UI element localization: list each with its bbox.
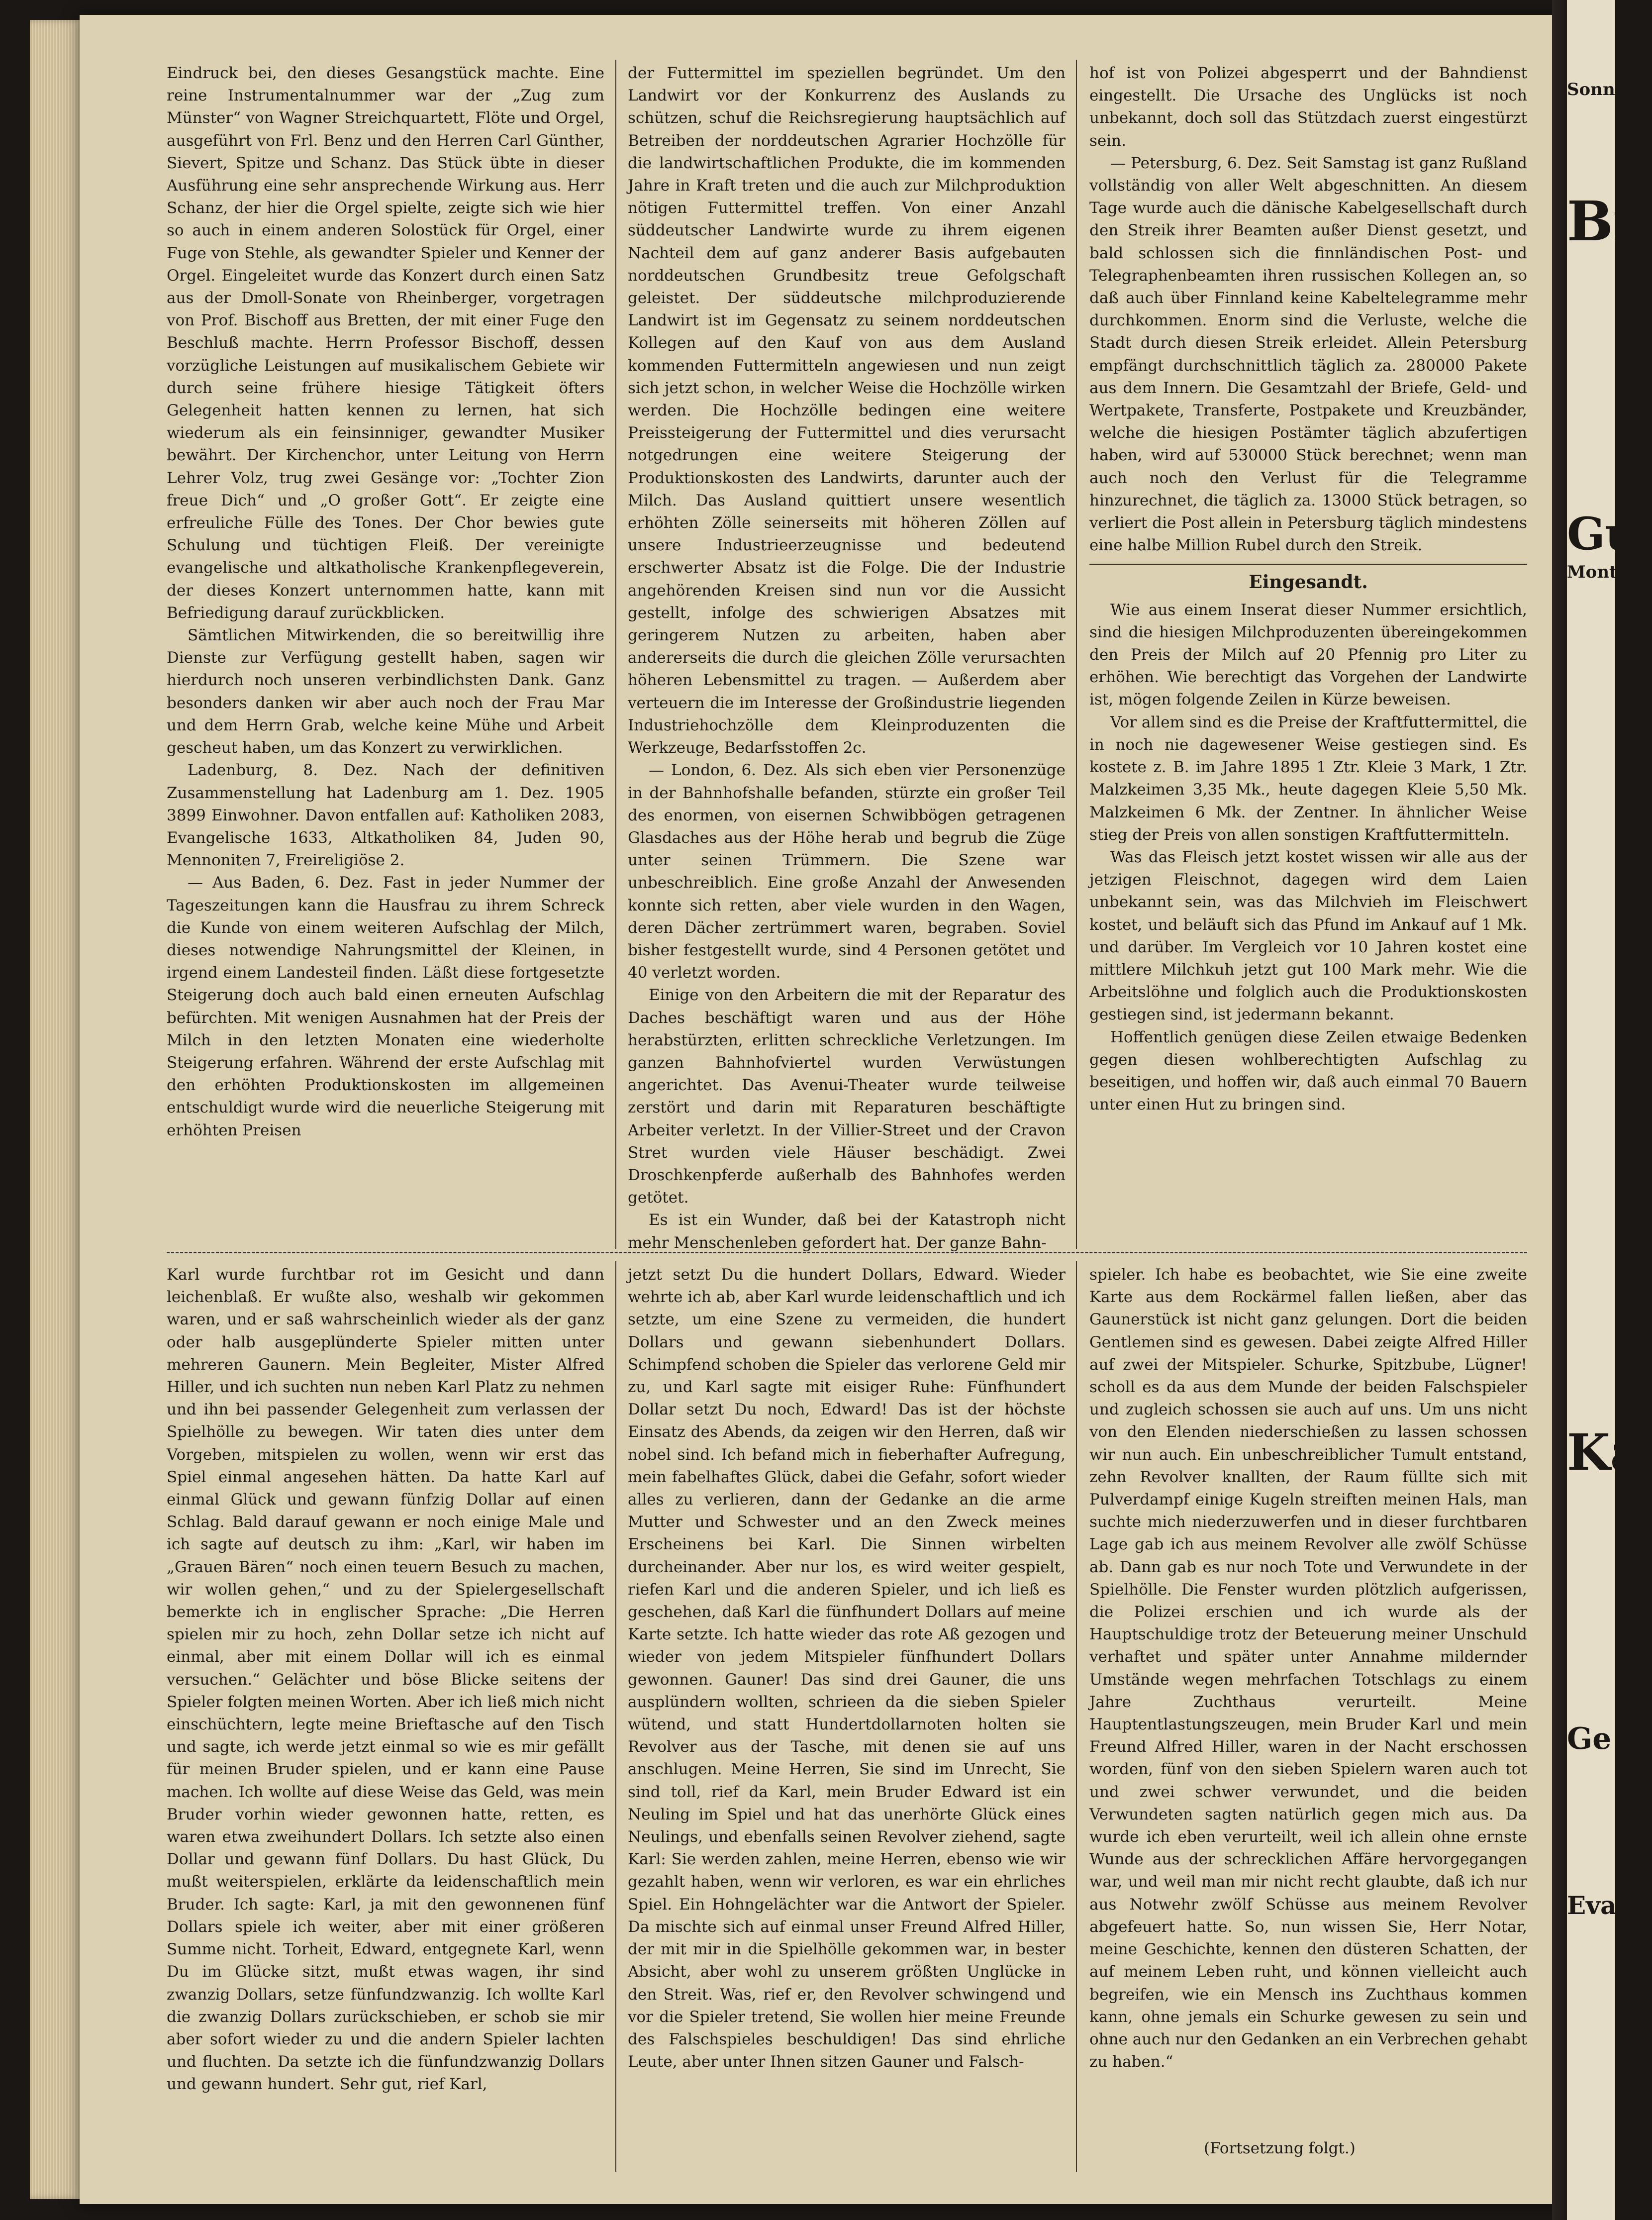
story-part-2: jetzt setzt Du die hundert Dollars, Edward. Wieder wehrte ich ab, aber Karl wurde leidenschaftlich und ich setzte, um eine Szene zu vermeiden, die hundert Dollars und gewann siebenhundert Dollars. Schimpfend schoben die Spieler das verlorene Geld mir zu, und Karl sagte mit eisiger Ruhe: Fünfhundert Dollar setzt Du noch, Edward! Das ist der höchste Einsatz des Abends, da zeigen wir den Herren, daß wir nobel sind. Ich befand mich in fieberhafter Aufregung, mein fabelhaftes Glück, dabei die Gefahr, sofort wieder alles zu verlieren, dann der Gedanke an die arme Mutter und Schwester und an den Zweck meines Erscheinens bei Karl. Die Sinnen wirbelten durcheinander. Aber nur los, es wird weiter gespielt, riefen Karl und die anderen Spieler, und ich ließ es geschehen, daß Karl die fünfhundert Dollars auf meine Karte setzte. Ich hatte wieder das rote Aß gezogen und wieder von jedem Mitspieler fünfhundert Dollars gewonnen. Gauner! Das sind drei Gauner, die uns ausplündern wollten, schrieen da die sieben Spieler wütend, und statt Hundertdollarnoten holten sie Revolver aus der Tasche, mit denen sie auf uns anschlugen. Meine Herren, Sie sind im Unrecht, Sie sind toll, rief da Karl, mein Bruder Edward ist ein Neuling im Spiel und hat das unerhörte Glück eines Neulings, und ebenfalls seinen Revolver ziehend, sagte Karl: Sie werden zahlen, meine Herren, ebenso wie wir gezahlt haben, wenn wir verloren, es war ein ehrliches Spiel. Ein Hohngelächter war die Antwort der Spieler. Da mischte sich auf einmal unser Freund Alfred Hiller, der mit mir in die Spielhölle gekommen war, in bester Absicht, aber wohl zu unserem größten Unglücke in den Streit. Was, rief er, den Revolver schwingend und vor die Spieler tretend, Sie wollen hier meine Freunde des Falschspieles beschuldigen! Das sind ehrliche Leute, aber unter Ihnen sitzen Gauner und Falsch- — [628, 1266, 1066, 2071]
upper-column-2 — [628, 62, 1066, 1254]
column-rule — [1076, 1261, 1077, 2172]
petersburg-report: — Petersburg, 6. Dez. Seit Samstag ist ganz Rußland vollständig von aller Welt abgeschnitten. An diesem Tage wurde auch die dänische Kabelgesellschaft durch den Streik ihrer Beamten außer Dienst gesetzt, und bald schlossen sich die finnländischen Post- und Telegraphenbeamten ihren russischen Kollegen an, so daß auch über Finnland keine Kabeltelegramme mehr durchkommen. Enorm sind die Verluste, welche die Stadt durch diesen Streik erleidet. Allein Petersburg empfängt durchschnittlich täglich za. 280000 Pakete aus dem Innern. Die Gesamtzahl der Briefe, Geld- und Wertpakete, Transferte, Postpakete und Kreuzbänder, welche die hiesigen Postämter täglich abzufertigen haben, wird auf 530000 Stück berechnet; wenn man auch noch den Verlust für die Telegramme hinzurechnet, die täglich za. 13000 Stück betragen, so verliert die Post allein in Petersburg täglich mindestens eine halbe Million Rubel durch den Streik. — [1089, 154, 1527, 555]
lower-column-1 — [167, 1264, 604, 2096]
fodder-paragraph: der Futtermittel im speziellen begründet. Um den Landwirt vor der Konkurrenz des Auslands zu schützen, schuf die Reichsregierung hauptsächlich auf Betreiben der norddeutschen Agrarier Hochzölle für die landwirtschaftlichen Produkte, die im kommenden Jahre in Kraft treten und die auch zur Milchproduktion nötigen Futtermittel treffen. Von einer Anzahl süddeutscher Landwirte wurde zu ihrem eigenen Nachteil dem auf ganz anderer Basis aufgebauten norddeutschen Grundbesitz treue Gefolgschaft geleistet. Der süddeutsche milchproduzierende Landwirt ist im Gegensatz zu seinem norddeutschen Kollegen auf den Kauf von aus dem Ausland kommenden Futtermitteln angewiesen und nun zeigt sich jetzt schon, in welcher Weise die Hochzölle wirken werden. Die Hochzölle bedingen eine weitere Preissteigerung der Futtermittel und dies verursacht notgedrungen eine weitere Steigerung der Produktionskosten des Landwirts, darunter auch der Milch. Das Ausland quittiert unsere wesentlich erhöhten Zölle seinerseits mit höheren Zöllen auf unsere Industrieerzeugnisse und bedeutend erschwerter Absatz ist die Folge. Die der Industrie angehörenden Kreisen sind nun vor die Aussicht gestellt, infolge des schwierigen Absatzes mit geringerem Nutzen zu arbeiten, haben aber andererseits die durch die gleichen Zölle verursachten höheren Lebensmittel zu tragen. — Außerdem aber verteuern die im Interesse der Großindustrie liegenden Industriehochzölle dem Kleinproduzenten die Werkzeuge, Bedarfsstoffen 2c. — [628, 64, 1066, 757]
eingesandt-intro: Wie aus einem Inserat dieser Nummer ersichtlich, sind die hiesigen Milchproduzenten übereingekommen den Preis der Milch auf 20 Pfennig pro Liter zu erhöhen. Wie berechtigt das Vorgehen der Landwirte ist, mögen folgende Zeilen in Kürze beweisen. — [1089, 601, 1527, 709]
column-rule — [615, 60, 616, 1249]
london-report: — London, 6. Dez. Als sich eben vier Personenzüge in der Bahnhofshalle befanden, stürzte ein großer Teil des enormen, von eisernen Schwibbögen getragenen Glasdaches aus der Höhe herab und begrub die Züge unter seinen Trümmern. Die Szene war unbeschreiblich. Eine große Anzahl der Anwesenden konnte sich retten, aber viele wurden in den Wagen, deren Dächer zertrümmert waren, begraben. Soviel bisher festgestellt wurde, sind 4 Personen getötet und 40 verletzt worden. — [628, 761, 1066, 982]
column-rule — [615, 1261, 616, 2172]
thanks-paragraph: Sämtlichen Mitwirkenden, die so bereitwillig ihre Dienste zur Verfügung gestellt haben, sagen wir hierdurch noch unseren verbindlichsten Dank. Ganz besonders danken wir aber auch noch der Frau Mar und dem Herrn Grab, welche keine Mühe und Arbeit gescheut haben, um das Konzert zu verwirklichen. — [167, 626, 604, 757]
adjacent-fragment: Evang — [1567, 1891, 1652, 1920]
story-part-1: Karl wurde furchtbar rot im Gesicht und dann leichenblaß. Er wußte also, weshalb wir gekommen waren, und er saß wahrscheinlich wieder als der ganz oder halb ausgeplünderte Spieler mitten unter mehreren Gaunern. Mein Begleiter, Mister Alfred Hiller, und ich suchten nun neben Karl Platz zu nehmen und ihn bei passender Gelegenheit zum verlassen der Spielhölle zu bewegen. Wir taten dies unter dem Vorgeben, mitspielen zu wollen, wenn wir erst das Spiel einmal angesehen hätten. Da hatte Karl auf einmal Glück und gewann fünfzig Dollar auf einen Schlag. Bald darauf gewann er noch einige Male und ich sagte auf deutsch zu ihm: „Karl, wir haben im „Grauen Bären“ noch einen teuern Besuch zu machen, wir wollen gehen,“ und zu der Spielergesellschaft bemerkte ich in englischer Sprache: „Die Herren spielen mir zu hoch, zehn Dollar setze ich nicht auf einmal, aber mit einem Dollar will ich es einmal versuchen.“ Gelächter und böse Blicke seitens der Spieler folgten meinen Worten. Aber ich ließ mich nicht einschüchtern, legte meine Brieftasche auf den Tisch und sagte, ich werde jetzt einmal so wie es mir gefällt für meinen Bruder spielen, und er kann eine Pause machen. Ich wollte auf diese Weise das Geld, was mein Bruder vorhin wieder gewonnen hatte, retten, es waren etwa zweihundert Dollars. Ich setzte also einen Dollar und gewann fünf Dollars. Du hast Glück, Du mußt weiterspielen, erklärte da leidenschaftlich mein Bruder. Ich sagte: Karl, ja mit den gewonnenen fünf Dollars spiele ich weiter, aber mit einer größeren Summe nicht. Torheit, Edward, entgegnete Karl, wenn Du im Glücke sitzt, mußt etwas wagen, ihr sind zwanzig Dollars, setze fünfundzwanzig. Ich wollte Karl die zwanzig Dollars zurückschieben, er schob sie mir aber sofort wieder zu und die andern Spieler lachten und fluchten. Da setzte ich die fünfundzwanzig Dollars und gewann hundert. Sehr gut, rief Karl, — [167, 1266, 604, 2094]
upper-column-1 — [167, 62, 604, 1142]
book-edge — [30, 20, 85, 2199]
adjacent-fragment: Br — [1567, 189, 1642, 253]
section-rule — [1089, 564, 1527, 565]
adjacent-fragment: Montag — [1567, 562, 1640, 582]
upper-column-3 — [1089, 62, 1527, 1116]
adjacent-fragment: Sonntag — [1567, 80, 1646, 100]
adjacent-fragment: Gu — [1567, 507, 1638, 560]
column-rule — [1076, 60, 1077, 1249]
london-miracle: Es ist ein Wunder, daß bei der Katastroph nicht mehr Menschenleben gefordert hat. Der ganze Bahn- — [628, 1211, 1066, 1252]
adjacent-fragment: Ge — [1567, 1721, 1612, 1756]
continuation-note: (Fortsetzung folgt.) — [1204, 2139, 1356, 2157]
ladenburg-report: Ladenburg, 8. Dez. Nach der definitiven Zusammenstellung hat Ladenburg am 1. Dez. 1905 3899 Einwohner. Davon entfallen auf: Katholiken 2083, Evangelische 1633, Altkatholiken 84, Juden 90, Mennoniten 7, Freireligiöse 2. — [167, 761, 604, 870]
london-workers: Einige von den Arbeitern die mit der Reparatur des Daches beschäftigt waren und aus der Höhe herabstürzten, erlitten schreckliche Verletzungen. Im ganzen Bahnhofviertel wurden Verwüstungen angerichtet. Das Avenui-Theater wurde teilweise zerstört und darin mit Reparaturen beschäftigte Arbeiter verletzt. In der Villier-Street und der Cravon Stret wurden viele Häuser beschädigt. Zwei Droschkenpferde außerhalb des Bahnhofes werden getötet. — [628, 986, 1066, 1207]
adjacent-page-edge — [1567, 0, 1652, 2220]
eingesandt-heading: Eingesandt. — [1249, 572, 1368, 593]
concert-report: Eindruck bei, den dieses Gesangstück machte. Eine reine Instrumentalnummer war der „Zug zum Münster“ von Wagner Streichquartett, Flöte und Orgel, ausgeführt von Frl. Benz und den Herren Carl Günther, Sievert, Spitze und Schanz. Das Stück übte in dieser Ausführung eine sehr ansprechende Wirkung aus. Herr Schanz, der hier die Orgel spielte, zeigte sich wie hier so auch in einem anderen Solostück für Orgel, einer Fuge von Stehle, als gewandter Spieler und Kenner der Orgel. Eingeleitet wurde das Konzert durch einen Satz aus der Dmoll-Sonate von Rheinberger, vorgetragen von Prof. Bischoff aus Bretten, der mit einer Fuge den Beschluß machte. Herrn Professor Bischoff, dessen vorzügliche Leistungen auf musikalischem Gebiete wir durch seine frühere hiesige Tätigkeit öfters Gelegenheit hatten kennen zu lernen, hat sich wiederum als ein feinsinniger, gewandter Musiker bewährt. Der Kirchenchor, unter Leitung von Herrn Lehrer Volz, trug zwei Gesänge vor: „Tochter Zion freue Dich“ und „O großer Gott“. Er zeigte eine erfreuliche Fülle des Tones. Der Chor bewies gute Schulung und tüchtigen Fleiß. Der vereinigte evangelische und altkatholische Krankenpflegeverein, der dieses Konzert unternommen hatte, kann mit Befriedigung darauf zurückblicken. — [167, 64, 604, 622]
lower-column-3 — [1089, 1264, 1527, 2073]
station-closed: hof ist von Polizei abgesperrt und der Bahndienst eingestellt. Die Ursache des Unglücks ist noch unbekannt, doch soll das Stützdach zuerst eingestürzt sein. — [1089, 64, 1527, 150]
story-part-3: spieler. Ich habe es beobachtet, wie Sie eine zweite Karte aus dem Rockärmel fallen ließen, aber das Gaunerstück ist nicht ganz gelungen. Dort die beiden Gentlemen sind es gewesen. Dabei zeigte Alfred Hiller auf zwei der Mitspieler. Schurke, Spitzbube, Lügner! scholl es da aus dem Munde der beiden Falschspieler und zugleich schossen sie auch auf uns. Um uns nicht von den Elenden niederschießen zu lassen schossen wir nun auch. Ein unbeschreiblicher Tumult entstand, zehn Revolver knallten, der Raum füllte sich mit Pulverdampf einige Kugeln streiften meinen Hals, man suchte mich niederzuwerfen und in dieser furchtbaren Lage gab ich aus meinem Revolver alle zwölf Schüsse ab. Dann gab es nur noch Tote und Verwundete in der Spielhölle. Die Fenster wurden plötzlich aufgerissen, die Polizei erschien und ich wurde als der Hauptschuldige trotz der Beteuerung meiner Unschuld verhaftet und später unter Annahme mildernder Umstände wegen mehrfachen Totschlags zu einem Jahre Zuchthaus verurteilt. Meine Hauptentlastungszeugen, mein Bruder Karl und mein Freund Alfred Hiller, waren in der Nacht erschossen worden, fünf von den sieben Spielern waren auch tot und zwei schwer verwundet, und die beiden Verwundeten sagten natürlich gegen mich aus. Da wurde ich eben verurteilt, weil ich allein ohne ernste Wunde aus der schrecklichen Affäre hervorgegangen war, und weil man mir nicht recht glaubte, daß ich nur aus Notwehr zwölf Schüsse aus meinem Revolver abgefeuert hatte. So, nun wissen Sie, Herr Notar, meine Geschichte, kennen den düsteren Schatten, der auf meinem Leben ruht, und können vielleicht auch begreifen, wie ein Mensch ins Zuchthaus kommen kann, ohne jemals ein Schurke gewesen zu sein und ohne auch nur den Gedanken an ein Verbrechen gehabt zu haben.“ — [1089, 1266, 1527, 2071]
adjacent-fragment: Ka — [1567, 1423, 1643, 1482]
feuilleton-separator — [167, 1252, 1527, 1253]
lower-column-2 — [628, 1264, 1066, 2073]
eingesandt-closing: Hoffentlich genügen diese Zeilen etwaige Bedenken gegen diesen wohlberechtigten Aufschlag zu beseitigen, und hoffen wir, daß auch einmal 70 Bauern unter einen Hut zu bringen sind. — [1089, 1028, 1527, 1114]
eingesandt-prices: Vor allem sind es die Preise der Kraftfuttermittel, die in noch nie dagewesener Weise gestiegen sind. Es kostete z. B. im Jahre 1895 1 Ztr. Kleie 3 Mark, 1 Ztr. Malzkeimen 3,35 Mk., heute dagegen Kleie 5,50 Mk. Malzkeimen 6 Mk. der Zentner. In ähnlicher Weise stieg der Preis von allen sonstigen Kraftfuttermitteln. — [1089, 713, 1527, 844]
baden-report: — Aus Baden, 6. Dez. Fast in jeder Nummer der Tageszeitungen kann die Hausfrau zu ihrem Schreck die Kunde von einem weiteren Aufschlag der Milch, dieses notwendige Nahrungsmittel der Kleinen, in irgend einem Landesteil finden. Läßt diese fortgesetzte Steigerung doch auch bald einen erneuten Aufschlag befürchten. Mit wenigen Ausnahmen hat der Preis der Milch in den letzten Monaten eine wiederholte Steigerung erfahren. Während der erste Aufschlag mit den erhöhten Produktionskosten im allgemeinen entschuldigt wurde wird die neuerliche Steigerung mit erhöhten Preisen — [167, 874, 604, 1139]
eingesandt-meat: Was das Fleisch jetzt kostet wissen wir alle aus der jetzigen Fleischnot, dagegen wird dem Laien unbekannt sein, was das Milchvieh im Fleischwert kostet, und beläuft sich das Pfund im Ankauf auf 1 Mk. und darüber. Im Vergleich vor 10 Jahren kostet eine mittlere Milchkuh jetzt gut 100 Mark mehr. Wie die Arbeitslöhne und folglich auch die Produktionskosten gestiegen sind, ist jedermann bekannt. — [1089, 848, 1527, 1024]
